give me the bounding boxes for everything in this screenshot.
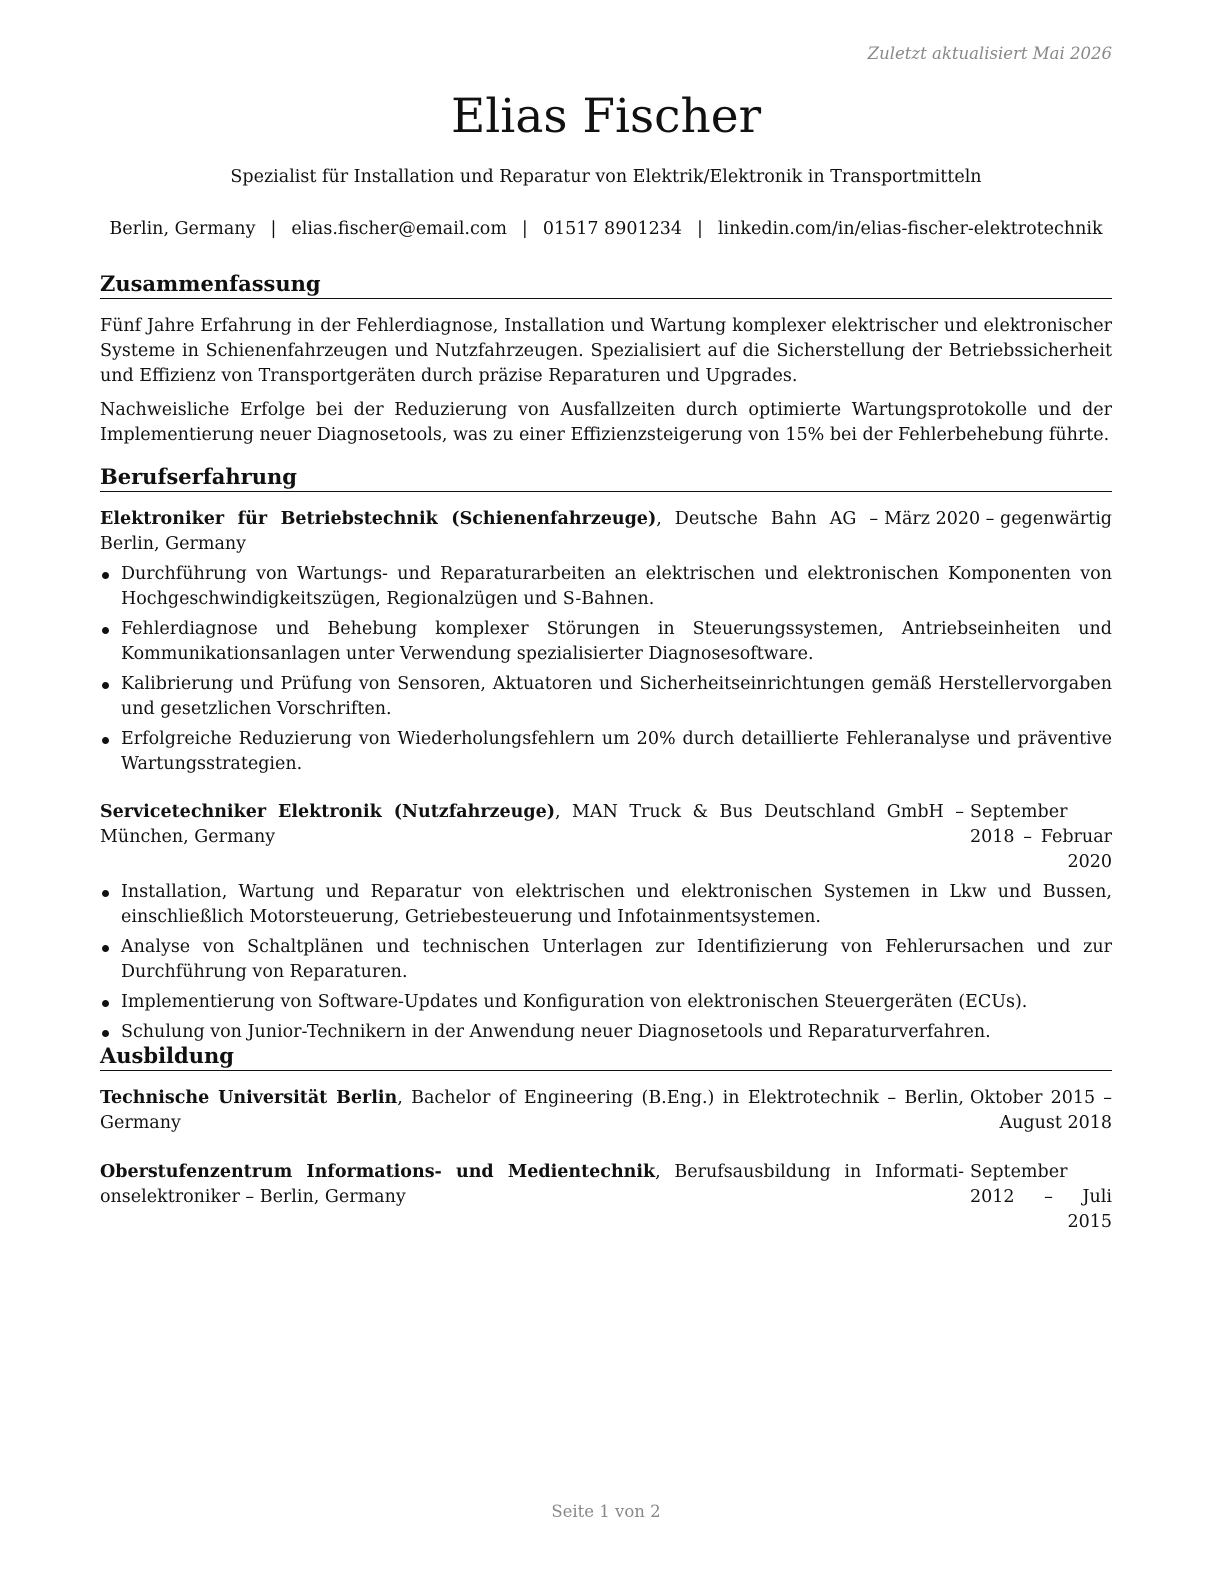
job-role: Elektroniker für Betriebstechnik (Schienenfahrzeuge) <box>100 509 657 529</box>
contact-separator: | <box>521 219 528 239</box>
contact-line <box>100 219 1112 239</box>
bullet-text: Durchführung von Wartungs- und Reparaturarbeiten an elektrischen und elektronischen Komponenten von Hochgeschwindigkeitszügen, Regionalzügen und S-Bahnen. <box>121 564 1112 609</box>
job-header <box>100 507 1112 557</box>
education-title-line <box>100 1160 964 1210</box>
last-updated-note: Zuletzt aktualisiert Mai 2026 <box>867 44 1112 63</box>
bullet-text: Analyse von Schaltplänen und technischen Unterlagen zur Identifizierung von Fehlerursachen und zur Durchführung von Reparaturen. <box>121 937 1112 982</box>
education-heading: Ausbildung <box>100 1043 1112 1071</box>
job-title-line <box>100 800 964 850</box>
bullet-icon <box>102 572 109 579</box>
list-item <box>100 880 1112 930</box>
education-detail: , Bachelor of Engineering (B.Eng.) in Elektrotechnik – Berlin, Germany <box>100 1088 964 1133</box>
contact-linkedin[interactable]: linkedin.com/in/elias-fischer-elektrotechnik <box>717 219 1103 239</box>
education-header <box>100 1086 1112 1136</box>
education-dates: September 2012 – Juli 2015 <box>970 1162 1112 1232</box>
list-item <box>100 672 1112 722</box>
summary-paragraph: Nachweisliche Erfolge bei der Reduzierung von Ausfallzeiten durch optimierte Wartungsprotokolle und der Implementierung neuer Diagnosetools, was zu einer Effizienzsteigerung von 15% bei der Fehlerbehebung führte. <box>100 400 1112 445</box>
bullet-icon <box>102 945 109 952</box>
education-detail: , Berufsausbildung in Informationselektroniker – Berlin, Germany <box>100 1162 964 1207</box>
job-company: , Deutsche Bahn AG – Berlin, Germany <box>100 509 879 554</box>
bullet-text: Erfolgreiche Reduzierung von Wiederholungsfehlern um 20% durch detaillierte Fehleranalyse und präventive Wartungsstrategien. <box>121 729 1112 774</box>
list-item <box>100 562 1112 612</box>
bullet-text: Fehlerdiagnose und Behebung komplexer Störungen in Steuerungssystemen, Antriebseinheiten und Kommunikationsanlagen unter Verwendung spezialisierter Diagnosesoftware. <box>121 619 1112 664</box>
bullet-text: Implementierung von Software-Updates und Konfiguration von elektronischen Steuergeräten (ECUs). <box>121 992 1028 1012</box>
experience-heading: Berufserfahrung <box>100 464 1112 492</box>
education-header <box>100 1160 1112 1235</box>
education-entry <box>100 1160 1112 1235</box>
education-dates: Oktober 2015 – August 2018 <box>970 1088 1112 1133</box>
list-item <box>100 1020 1112 1045</box>
bullet-icon <box>102 1000 109 1007</box>
bullet-icon <box>102 737 109 744</box>
education-title-line <box>100 1086 964 1136</box>
list-item <box>100 727 1112 777</box>
summary-paragraph: Fünf Jahre Erfahrung in der Fehlerdiagnose, Installation und Wartung komplexer elektrischer und elektronischer Systeme in Schienenfahrzeugen und Nutzfahrzeugen. Spezialisiert auf die Sicherstellung der Betriebssicherheit und Effizienz von Transportgeräten durch präzise Reparaturen und Upgrades. <box>100 316 1112 386</box>
summary-section <box>100 314 1112 457</box>
page-number: Seite 1 von 2 <box>551 1502 661 1521</box>
job-entry <box>100 800 1112 1050</box>
contact-separator: | <box>270 219 277 239</box>
bullet-icon <box>102 682 109 689</box>
education-entry <box>100 1086 1112 1136</box>
job-header <box>100 800 1112 875</box>
contact-location: Berlin, Germany <box>109 219 256 239</box>
list-item <box>100 617 1112 667</box>
bullet-icon <box>102 890 109 897</box>
contact-email[interactable]: elias.fischer@email.com <box>291 219 507 239</box>
job-dates: März 2020 – gegenwärtig <box>884 509 1112 529</box>
education-institution: Technische Universität Berlin <box>100 1088 398 1108</box>
bullet-icon <box>102 1030 109 1037</box>
job-role: Servicetechniker Elektronik (Nutzfahrzeuge) <box>100 802 555 822</box>
list-item <box>100 935 1112 985</box>
job-bullets <box>100 880 1112 1045</box>
bullet-icon <box>102 627 109 634</box>
job-dates: September 2018 – Februar 2020 <box>970 802 1112 872</box>
resume-page <box>100 0 1112 1584</box>
candidate-title: Spezialist für Installation und Reparatur von Elektrik/Elektronik in Transportmitteln <box>230 167 982 187</box>
job-entry <box>100 507 1112 782</box>
summary-heading: Zusammenfassung <box>100 271 1112 299</box>
list-item <box>100 990 1112 1015</box>
bullet-text: Installation, Wartung und Reparatur von elektrischen und elektronischen Systemen in Lkw und Bussen, einschließlich Motorsteuerung, Getriebesteuerung und Infotainmentsystemen. <box>121 882 1112 927</box>
bullet-text: Kalibrierung und Prüfung von Sensoren, Aktuatoren und Sicherheitseinrichtungen gemäß Herstellervorgaben und gesetzlichen Vorschriften. <box>121 674 1112 719</box>
contact-phone[interactable]: 01517 8901234 <box>542 219 682 239</box>
education-institution: Oberstufenzentrum Informations- und Medientechnik <box>100 1162 656 1182</box>
bullet-text: Schulung von Junior-Technikern in der Anwendung neuer Diagnosetools und Reparaturverfahren. <box>121 1022 991 1042</box>
job-company: , MAN Truck & Bus Deutschland GmbH – München, Germany <box>100 802 964 847</box>
contact-separator: | <box>697 219 703 239</box>
candidate-name: Elias Fischer <box>450 89 762 144</box>
job-bullets <box>100 562 1112 777</box>
job-title-line <box>100 507 878 557</box>
